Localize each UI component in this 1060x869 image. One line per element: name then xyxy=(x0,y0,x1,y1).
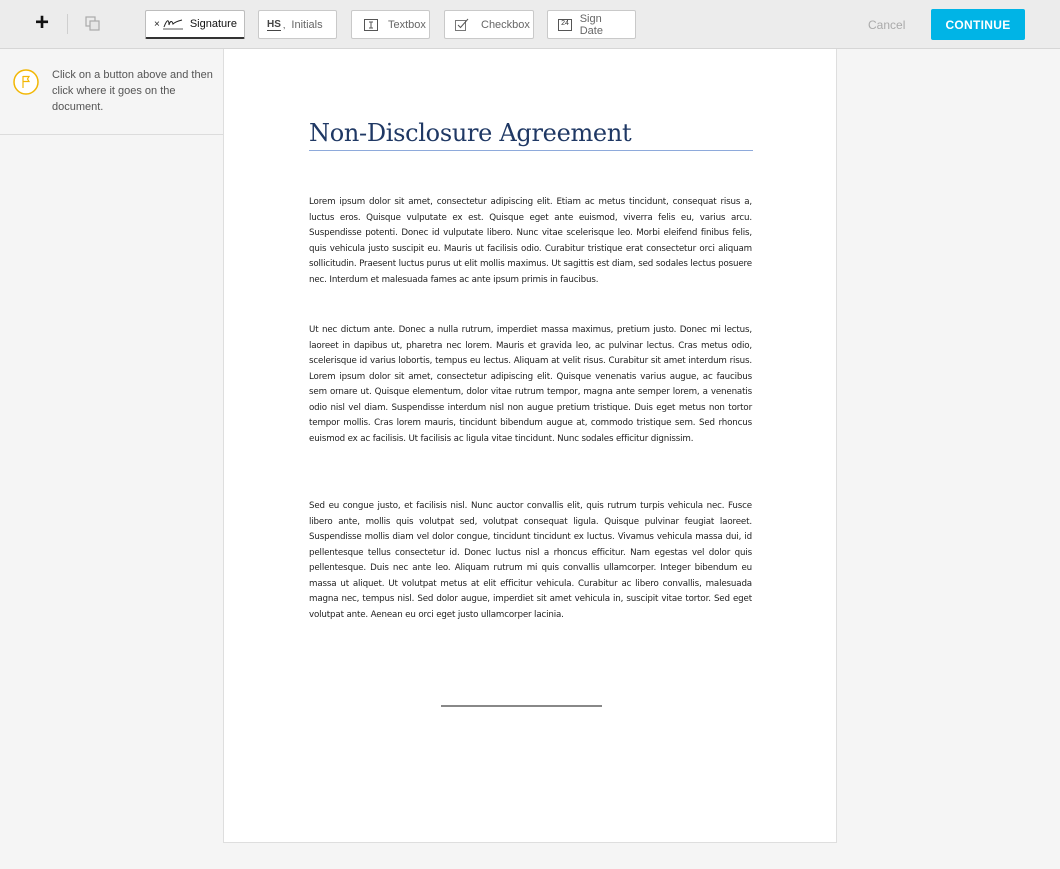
calendar-icon: 24 xyxy=(558,18,572,31)
add-icon[interactable]: + xyxy=(34,9,49,36)
duplicate-icon[interactable] xyxy=(84,15,102,33)
instructions-panel xyxy=(0,49,223,135)
sign-date-tool-button[interactable] xyxy=(547,10,636,39)
document-paragraph: Sed eu congue justo, et facilisis nisl. Nunc auctor convallis elit, quis rutrum turpis vehicula nec. Fusce libero ante, mollis quis volutpat sed, volutpat consequat ligula. Quisque pulvinar feugiat laoreet. Suspendisse mollis diam vel dolor congue, tincidunt tincidunt ex luctus. Vivamus vehicula massa dui, id pellentesque tellus consectetur id. Donec luctus nisl a rhoncus efficitur. Nam egestas vel dolor quis pellentesque. Duis nec ante leo. Aliquam rutrum mi quis convallis ullamcorper. Integer bibendum eu massa ut aliquet. Ut volutpat metus at elit efficitur vehicula. Curabitur ac libero convallis, malesuada magna nec, tempus nisl. Sed dolor augue, imperdiet sit amet vehicula in, suscipit vitae tortor. Sed eget volutpat ante. Aenean eu orci eget justo ullamcorper lacinia. xyxy=(309,501,752,620)
document-title: Non-Disclosure Agreement xyxy=(309,119,753,151)
toolbar xyxy=(0,0,1060,49)
signature-line xyxy=(441,705,602,707)
checkbox-tool-button[interactable] xyxy=(444,10,534,39)
textbox-tool-label: Textbox xyxy=(388,18,426,31)
signature-icon: × xyxy=(154,17,184,31)
document-paragraph: Lorem ipsum dolor sit amet, consectetur adipiscing elit. Etiam ac metus tincidunt, consequat risus a, luctus eros. Quisque vulputate ex est. Quisque eget ante euismod, viverra felis eu, varius arcu. Suspendisse potenti. Donec id vulputate libero. Nunc vitae scelerisque leo. Morbi eleifend finibus felis, quis vehicula justo suscipit eu. Mauris ut facilisis odio. Curabitur tristique erat consectetur orci aliquam sollicitudin. Praesent luctus purus ut elit mollis maximus. Ut sagittis est diam, sed sodales lectus posuere nec. Interdum et malesuada fames ac ante ipsum primis in faucibus. xyxy=(309,197,752,285)
initials-icon: HS , xyxy=(267,18,286,30)
instruction-text: Click on a button above and then click where it goes on the document. xyxy=(52,69,213,113)
document-page[interactable] xyxy=(223,49,837,843)
toolbar-divider xyxy=(67,14,68,34)
initials-tool-label: Initials xyxy=(291,18,323,31)
textbox-icon xyxy=(364,19,378,31)
cancel-button[interactable]: Cancel xyxy=(868,18,906,32)
checkbox-tool-label: Checkbox xyxy=(481,18,530,31)
checkbox-icon xyxy=(455,18,469,31)
initials-tool-button[interactable] xyxy=(258,10,337,39)
signature-tool-label: Signature xyxy=(189,18,237,30)
sign-date-tool-label: Sign Date xyxy=(579,12,603,37)
flag-icon xyxy=(13,69,39,95)
textbox-tool-button[interactable] xyxy=(351,10,430,39)
document-paragraph: Ut nec dictum ante. Donec a nulla rutrum, imperdiet massa maximus, pretium justo. Donec mi lectus, laoreet in dapibus ut, pharetra nec lorem. Mauris et gravida leo, ac pulvinar lectus. Cras metus odio, scelerisque id varius lobortis, tempus eu lectus. Aliquam at velit risus. Curabitur sit amet interdum risus. Lorem ipsum dolor sit amet, consectetur adipiscing elit. Quisque venenatis varius augue, ac faucibus sem ornare ut. Quisque elementum, dolor vitae rutrum tempor, magna ante semper lorem, a venenatis odio nisl vel diam. Suspendisse interdum nisl non augue pretium tristique. Duis eget metus non tortor tempor mollis. Cras lorem mauris, tincidunt bibendum augue at, commodo tristique sem. Sed rhoncus euismod ex ac facilisis. Ut facilisis ac ligula vitae tincidunt. Nunc sodales efficitur dignissim. xyxy=(309,325,752,444)
signature-tool-button[interactable] xyxy=(145,10,245,39)
continue-button[interactable]: CONTINUE xyxy=(931,9,1025,40)
